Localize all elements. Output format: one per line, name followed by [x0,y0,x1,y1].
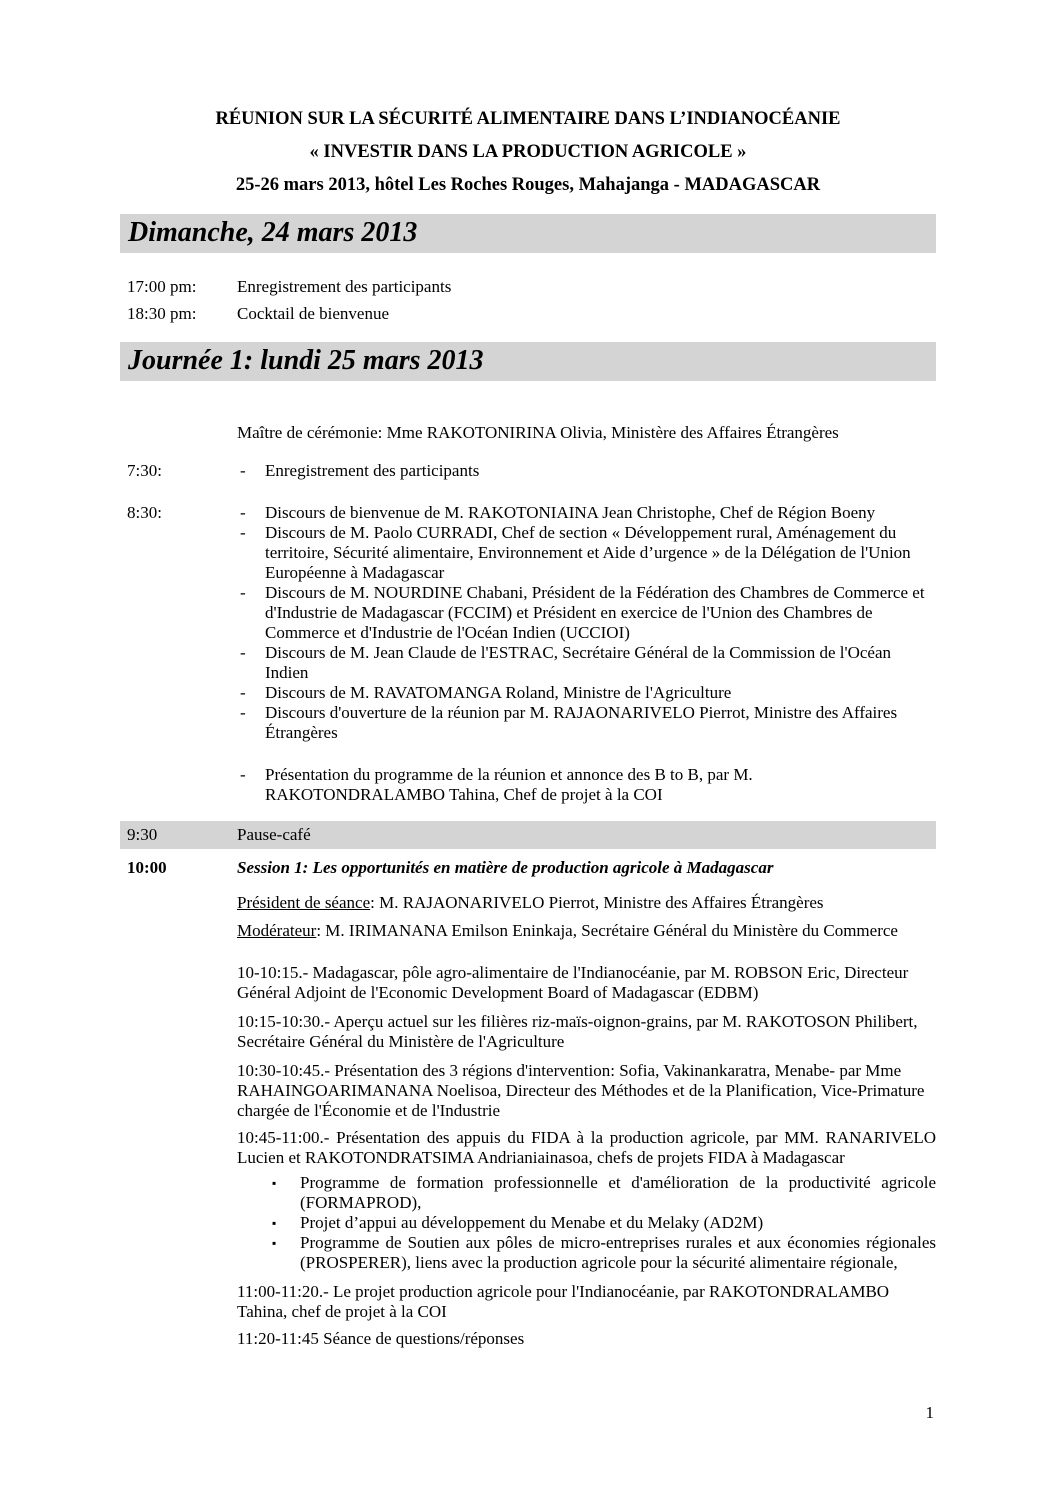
time-label: 10:00 [127,858,167,877]
president-label: Président de séance [237,893,371,912]
dash-marker: - [240,683,246,702]
president-name: : M. RAJAONARIVELO Pierrot, Ministre des Affaires Étrangères [370,893,824,912]
speeches-list [237,503,936,805]
moderator-label: Modérateur [237,921,317,940]
session1-title: Session 1: Les opportunités en matière de production agricole à Madagascar [237,858,774,877]
speech-text: Discours de M. NOURDINE Chabani, Président de la Fédération des Chambres de Commerce et d'Industrie de Madagascar (FCCIM) et Président en exercice de l'Union des Chambres de Commerce et d'Industrie de l'Océan Indien (UCCIOI) [265,583,925,642]
list-item [237,683,936,703]
time-label: 8:30: [127,503,162,522]
project-text: Projet d’appui au développement du Menabe et du Melaky (AD2M) [300,1213,764,1232]
sunday-schedule [120,277,936,324]
time-label: 17:00 pm: [127,277,197,296]
list-item [272,1213,936,1233]
project-text: Programme de Soutien aux pôles de micro-entreprises rurales et aux économies régionales (PROSPERER), liens avec la production agricole pour la sécurité alimentaire régionale, [300,1233,936,1272]
square-bullet-marker: ▪ [272,1216,277,1230]
document-date-location: 25-26 mars 2013, hôtel Les Roches Rouges, Mahajanga - MADAGASCAR [235,175,821,195]
speech-text: Discours de bienvenue de M. RAKOTONIAINA Jean Christophe, Chef de Région Boeny [265,503,876,522]
list-item [237,583,936,643]
talk-paragraph: 11:20-11:45 Séance de questions/réponses [237,1329,525,1348]
speech-text: Discours d'ouverture de la réunion par M. RAJAONARIVELO Pierrot, Ministre des Affaires Étrangères [265,703,898,742]
list-item [237,461,936,481]
time-label: 7:30: [127,461,162,480]
document-header [120,0,936,202]
dash-marker: - [240,503,246,522]
event-text: Enregistrement des participants [265,461,480,480]
talk-paragraph: 10:45-11:00.- Présentation des appuis du FIDA à la production agricole, par MM. RANARIVELO Lucien et RAKOTONDRATSIMA Andrianiainasoa, chefs de projets FIDA à Madagascar [237,1128,936,1167]
schedule-row-session1 [120,858,936,878]
list-item-presentation [237,765,936,805]
speech-text: Discours de M. RAVATOMANGA Roland, Ministre de l'Agriculture [265,683,732,702]
section-heading-sunday: Dimanche, 24 mars 2013 [120,214,936,253]
session-officials [237,893,936,941]
schedule-row-speeches [120,503,936,805]
coffee-break-band [120,821,936,849]
pause-text: Pause-café [237,825,311,844]
event-text: Cocktail de bienvenue [237,304,390,323]
moderator-name: : M. IRIMANANA Emilson Eninkaja, Secrétaire Général du Ministère du Commerce [316,921,898,940]
session1-talks [237,963,936,1349]
document-subtitle: « INVESTIR DANS LA PRODUCTION AGRICOLE » [309,142,747,162]
list-item [272,1233,936,1273]
project-text: Programme de formation professionnelle et d'amélioration de la productivité agricole (FORMAPROD), [300,1173,936,1212]
registration-body [237,461,936,481]
square-bullet-marker: ▪ [272,1236,277,1250]
speech-text: Discours de M. Jean Claude de l'ESTRAC, Secrétaire Général de la Commission de l'Océan Indien [265,643,891,682]
president-line [237,893,936,913]
master-of-ceremony-line: Maître de cérémonie: Mme RAKOTONIRINA Olivia, Ministère des Affaires Étrangères [237,423,839,442]
moderator-line [237,921,936,941]
dash-marker: - [240,583,246,602]
dash-marker: - [240,643,246,662]
schedule-row [120,304,936,324]
document-title: RÉUNION SUR LA SÉCURITÉ ALIMENTAIRE DANS L’INDIANOCÉANIE [215,109,841,129]
time-label: 9:30 [127,825,158,844]
schedule-row-pause [120,825,936,845]
talk-paragraph: 11:00-11:20.- Le projet production agricole pour l'Indianocéanie, par RAKOTONDRALAMBO Tahina, chef de projet à la COI [237,1282,890,1321]
list-item [237,643,936,683]
dash-marker: - [240,765,246,784]
event-text: Enregistrement des participants [237,277,452,296]
document-content [120,0,936,1349]
square-bullet-marker: ▪ [272,1176,277,1190]
dash-marker: - [240,523,246,542]
page-number: 1 [925,1403,934,1422]
schedule-row [120,277,936,297]
presentation-text: Présentation du programme de la réunion et annonce des B to B, par M. RAKOTONDRALAMBO Tahina, Chef de projet à la COI [265,765,753,804]
speech-text: Discours de M. Paolo CURRADI, Chef de section « Développement rural, Aménagement du territoire, Sécurité alimentaire, Environnement et Aide d’urgence » de la Délégation de l'Union Européenne à Madagascar [265,523,911,582]
list-item [237,703,936,743]
schedule-row-registration [120,461,936,481]
list-item [237,503,936,523]
dash-marker: - [240,703,246,722]
fida-projects-list [237,1173,936,1273]
talk-paragraph: 10:15-10:30.- Aperçu actuel sur les filières riz-maïs-oignon-grains, par M. RAKOTOSON Philibert, Secrétaire Général du Ministère de l'Agriculture [237,1012,918,1051]
list-item [237,523,936,583]
talk-paragraph: 10:30-10:45.- Présentation des 3 régions d'intervention: Sofia, Vakinankaratra, Menabe- par Mme RAHAINGOARIMANANA Noelisoa, Directeur des Méthodes et de la Planification, Vice-Primature chargée de l'Économie et de l'Industrie [237,1061,925,1120]
list-item [272,1173,936,1213]
section-heading-day1: Journée 1: lundi 25 mars 2013 [120,342,936,381]
dash-marker: - [240,461,246,480]
time-label: 18:30 pm: [127,304,197,323]
talk-paragraph: 10-10:15.- Madagascar, pôle agro-alimentaire de l'Indianocéanie, par M. ROBSON Eric, Directeur Général Adjoint de l'Economic Development Board of Madagascar (EDBM) [237,963,909,1002]
